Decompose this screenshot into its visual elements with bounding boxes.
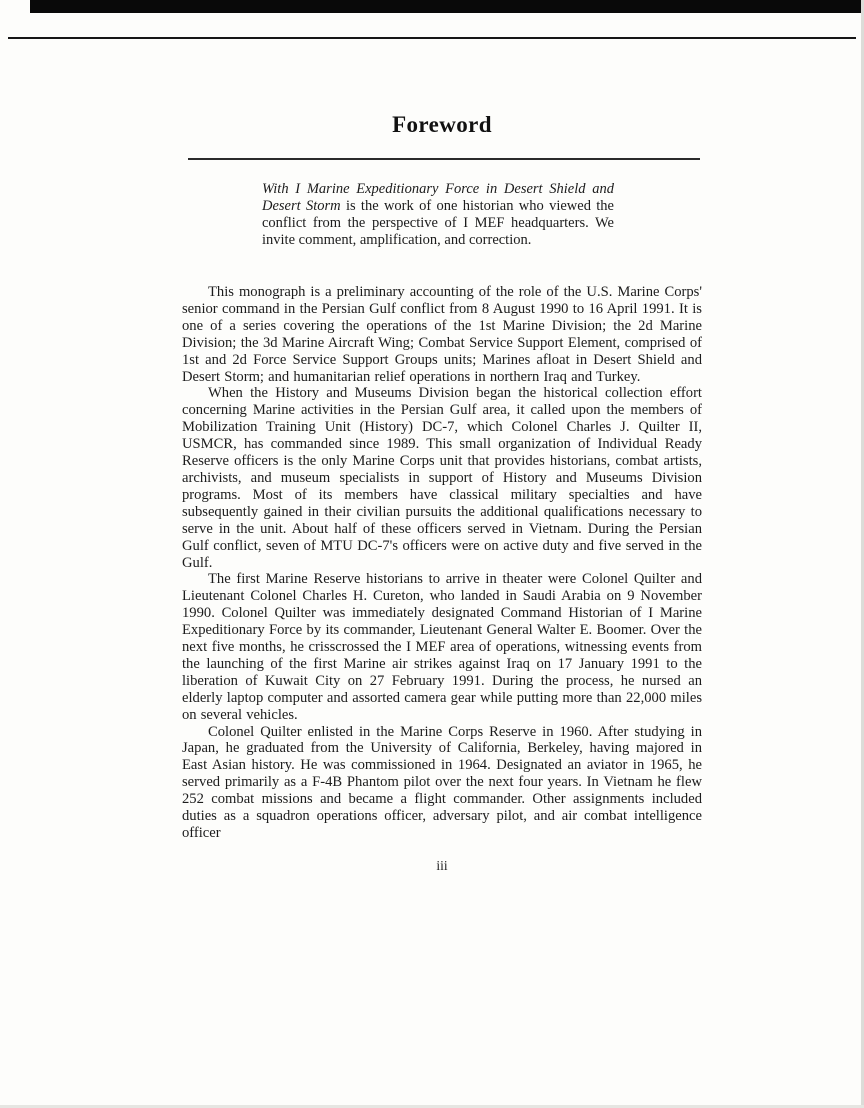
epigraph-text: is the work of one historian who viewed the conflict from the perspective of I MEF headquarters. We invite comment, amplification, and correction. bbox=[262, 198, 614, 248]
page-number: iii bbox=[436, 857, 448, 873]
page-title: Foreword bbox=[392, 112, 492, 137]
title-rule bbox=[188, 158, 700, 160]
paragraph-4: Colonel Quilter enlisted in the Marine Corps Reserve in 1960. After studying in Japan, he graduated from the University of California, Berkeley, having majored in East Asian history. He was commissioned in 1964. Designated an aviator in 1965, he served primarily as a F-4B Phantom pilot over the next four years. In Vietnam he flew 252 combat missions and became a flight commander. Other assignments included duties as a squadron operations officer, adversary pilot, and air combat intelligence officer bbox=[182, 723, 702, 841]
paragraph-1: This monograph is a preliminary accounting of the role of the U.S. Marine Corps' senior command in the Persian Gulf conflict from 8 August 1990 to 16 April 1991. It is one of a series covering the operations of the 1st Marine Division; the 2d Marine Division; the 3d Marine Aircraft Wing; Combat Service Support Element, comprised of 1st and 2d Force Service Support Groups units; Marines afloat in Desert Shield and Desert Storm; and humanitarian relief operations in northern Iraq and Turkey. bbox=[182, 284, 702, 385]
paragraph-2: When the History and Museums Division began the historical collection effort concerning Marine activities in the Persian Gulf area, it called upon the members of Mobilization Training Unit (History) DC-7, which Colonel Charles J. Quilter II, USMCR, has commanded since 1989. This small organization of Individual Ready Reserve officers is the only Marine Corps unit that provides historians, combat artists, archivists, and museum specialists in support of History and Museums Division programs. Most of its members have classical military specialties and have subsequently gained in their civilian pursuits the additional qualifications necessary to serve in the unit. About half of these officers served in Vietnam. During the Persian Gulf conflict, seven of MTU DC-7's officers were on active duty and five served in the Gulf. bbox=[182, 385, 702, 571]
scan-edge-artifact-top bbox=[30, 0, 864, 13]
document-page bbox=[182, 112, 702, 874]
book-title-italic: With I Marine Expeditionary Force in Desert Shield and Desert Storm bbox=[262, 181, 614, 214]
epigraph-block bbox=[262, 181, 614, 249]
scan-rule-line bbox=[8, 37, 856, 39]
paragraph-3: The first Marine Reserve historians to arrive in theater were Colonel Quilter and Lieutenant Colonel Charles H. Cureton, who landed in Saudi Arabia on 9 November 1990. Colonel Quilter was immediately designated Command Historian of I Marine Expeditionary Force by its commander, Lieutenant General Walter E. Boomer. Over the next five months, he crisscrossed the I MEF area of operations, witnessing events from the launching of the first Marine air strikes against Iraq on 17 January 1991 to the liberation of Kuwait City on 27 February 1991. During the process, he nursed an elderly laptop computer and assorted camera gear while putting more than 22,000 miles on several vehicles. bbox=[182, 571, 702, 723]
